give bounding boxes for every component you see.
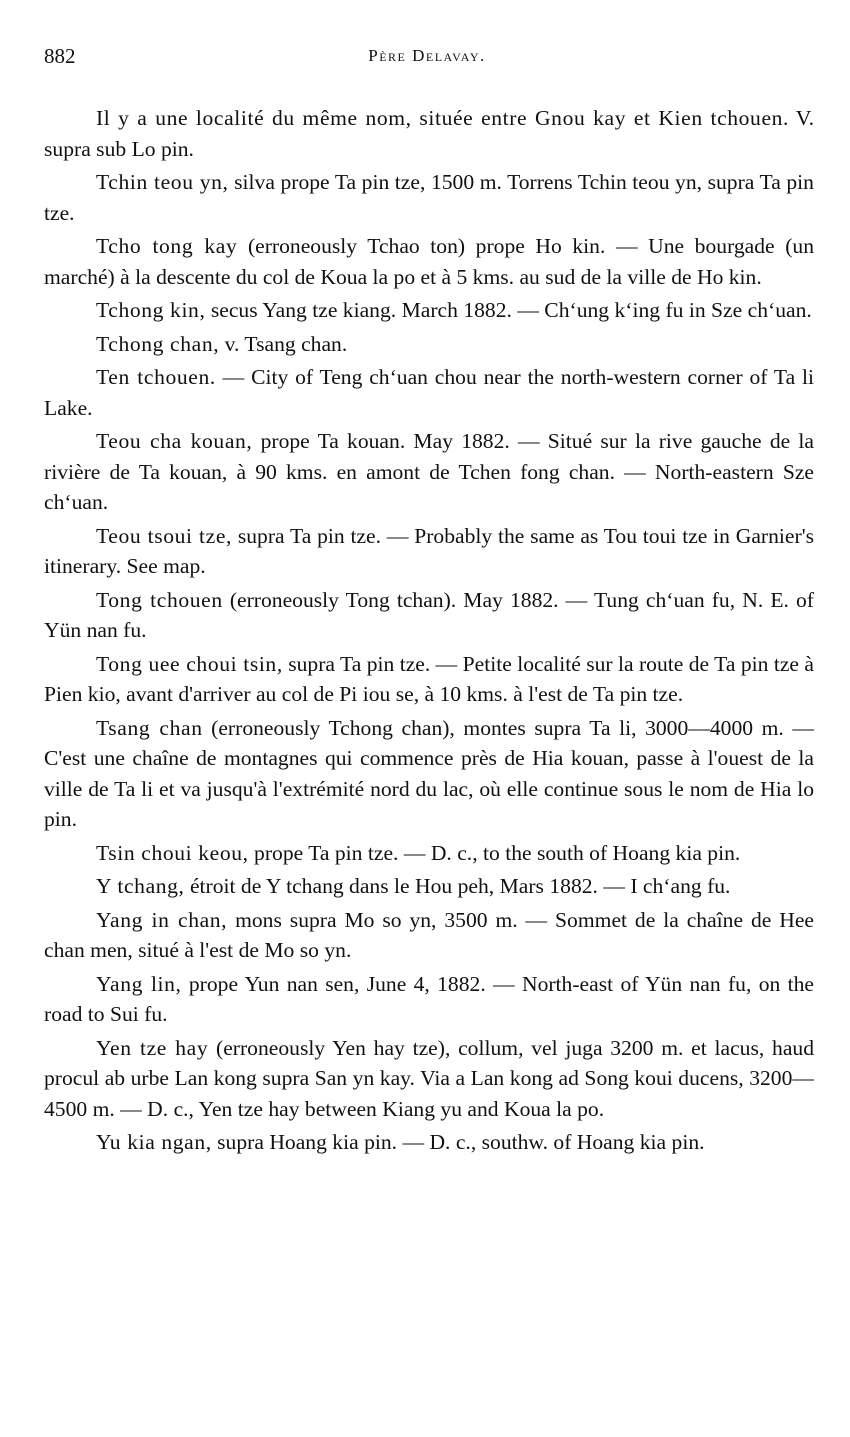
entry-text: supra Ta pin tze. — Probably the same as Tou toui tze in Garnier's itinerary. See map. — [44, 523, 814, 578]
page-header — [44, 44, 810, 74]
entry — [44, 838, 814, 869]
entry-term: Ten tchouen. — [96, 365, 216, 389]
entry-term: Teou tsoui tze, — [96, 523, 233, 548]
entry-text: v. Tsang chan. — [219, 331, 348, 356]
entry — [44, 713, 814, 835]
entry-text: supra Hoang kia pin. — D. c., southw. of Hoang kia pin. — [211, 1130, 705, 1154]
entry-text: supra Ta pin tze. — Petite localité sur la route de Ta pin tze à Pien kio, avant d'arriver au col de Pi iou se, à 10 kms. à l'est de Ta pin tze. — [44, 651, 814, 706]
entry-term: Tcho tong kay — [96, 234, 238, 258]
entry — [44, 969, 814, 1030]
entry — [44, 649, 814, 710]
entry-continuation — [44, 103, 814, 164]
entry-text: prope Ta pin tze. — D. c., to the south of Hoang kia pin. — [248, 840, 741, 865]
entry — [44, 329, 814, 360]
entry — [44, 167, 814, 228]
entry-text: (erroneously Tchong chan), montes supra Ta li, 3000—4000 m. — C'est une chaîne de montagnes qui commence près de Hia kouan, passe à l'ouest de la ville de Ta li et va jusqu'à l'extrémité nord du lac, où elle continue sous le nom de Hia lo pin. — [44, 715, 814, 831]
entry-list — [44, 103, 814, 1161]
entry-term: Tong uee choui tsin, — [96, 651, 283, 676]
entry-term: Tchong chan, — [96, 331, 220, 356]
entry-text: prope Ta kouan. May 1882. — Situé sur la rive gauche de la rivière de Ta kouan, à 90 kms. en amont de Tchen fong chan. — North-eastern Sze chʻuan. — [44, 429, 815, 514]
entry-text: V. supra sub Lo pin. — [44, 106, 814, 161]
entry-term: Tchong kin, — [96, 298, 206, 322]
entry-term: Yang lin, — [96, 971, 182, 996]
entry — [44, 871, 814, 902]
entry-text: silva prope Ta pin tze, 1500 m. Torrens Tchin teou yn, supra Ta pin tze. — [44, 170, 814, 225]
entry-text: (erroneously Tong tchan). May 1882. — Tung chʻuan fu, N. E. of Yün nan fu. — [44, 587, 814, 642]
entry-term: Yen tze hay — [96, 1035, 209, 1060]
entry-text: — City of Teng chʻuan chou near the north-western corner of Ta li Lake. — [44, 365, 814, 420]
running-title: Père Delavay. — [368, 46, 486, 65]
entry — [44, 362, 814, 423]
entry-text: secus Yang tze kiang. March 1882. — Chʻung kʻing fu in Sze chʻuan. — [205, 298, 812, 322]
entry-text: mons supra Mo so yn, 3500 m. — Sommet de la chaîne de Hee chan men, situé à l'est de Mo so yn. — [44, 907, 815, 962]
entry — [44, 521, 814, 582]
entry-term: Tsin choui keou, — [96, 840, 249, 865]
entry-term: Y tchang, — [96, 874, 185, 898]
entry — [44, 426, 814, 518]
entry-term: Tsang chan — [96, 715, 203, 740]
entry-term: Tong tchouen — [96, 587, 223, 612]
entry — [44, 585, 814, 646]
entry-term: Tchin teou yn, — [96, 170, 229, 194]
entry-term: Il y a une localité du même nom, située entre Gnou kay et Kien tchouen. — [96, 106, 790, 130]
entry-text: (erroneously Yen hay tze), collum, vel juga 3200 m. et lacus, haud procul ab urbe Lan kong supra San yn kay. Via a Lan kong ad Song koui ducens, 3200—4500 m. — D. c., Yen tze hay between Kiang yu and Koua la po. — [44, 1035, 814, 1121]
entry-term: Teou cha kouan, — [96, 429, 253, 453]
entry — [44, 295, 814, 326]
entry-text: (erroneously Tchao ton) prope Ho kin. — Une bourgade (un marché) à la descente du col de Koua la po et à 5 kms. au sud de la ville de Ho kin. — [44, 234, 814, 289]
entry-term: Yang in chan, — [96, 907, 228, 932]
page-number: 882 — [44, 44, 76, 68]
entry — [44, 231, 814, 292]
entry-text: étroit de Y tchang dans le Hou peh, Mars 1882. — I chʻang fu. — [184, 874, 731, 898]
entry — [44, 1033, 814, 1125]
entry — [44, 905, 814, 966]
entry-term: Yu kia ngan, — [96, 1130, 212, 1154]
entry-text: prope Yun nan sen, June 4, 1882. — North-east of Yün nan fu, on the road to Sui fu. — [44, 971, 814, 1026]
entry — [44, 1127, 814, 1158]
